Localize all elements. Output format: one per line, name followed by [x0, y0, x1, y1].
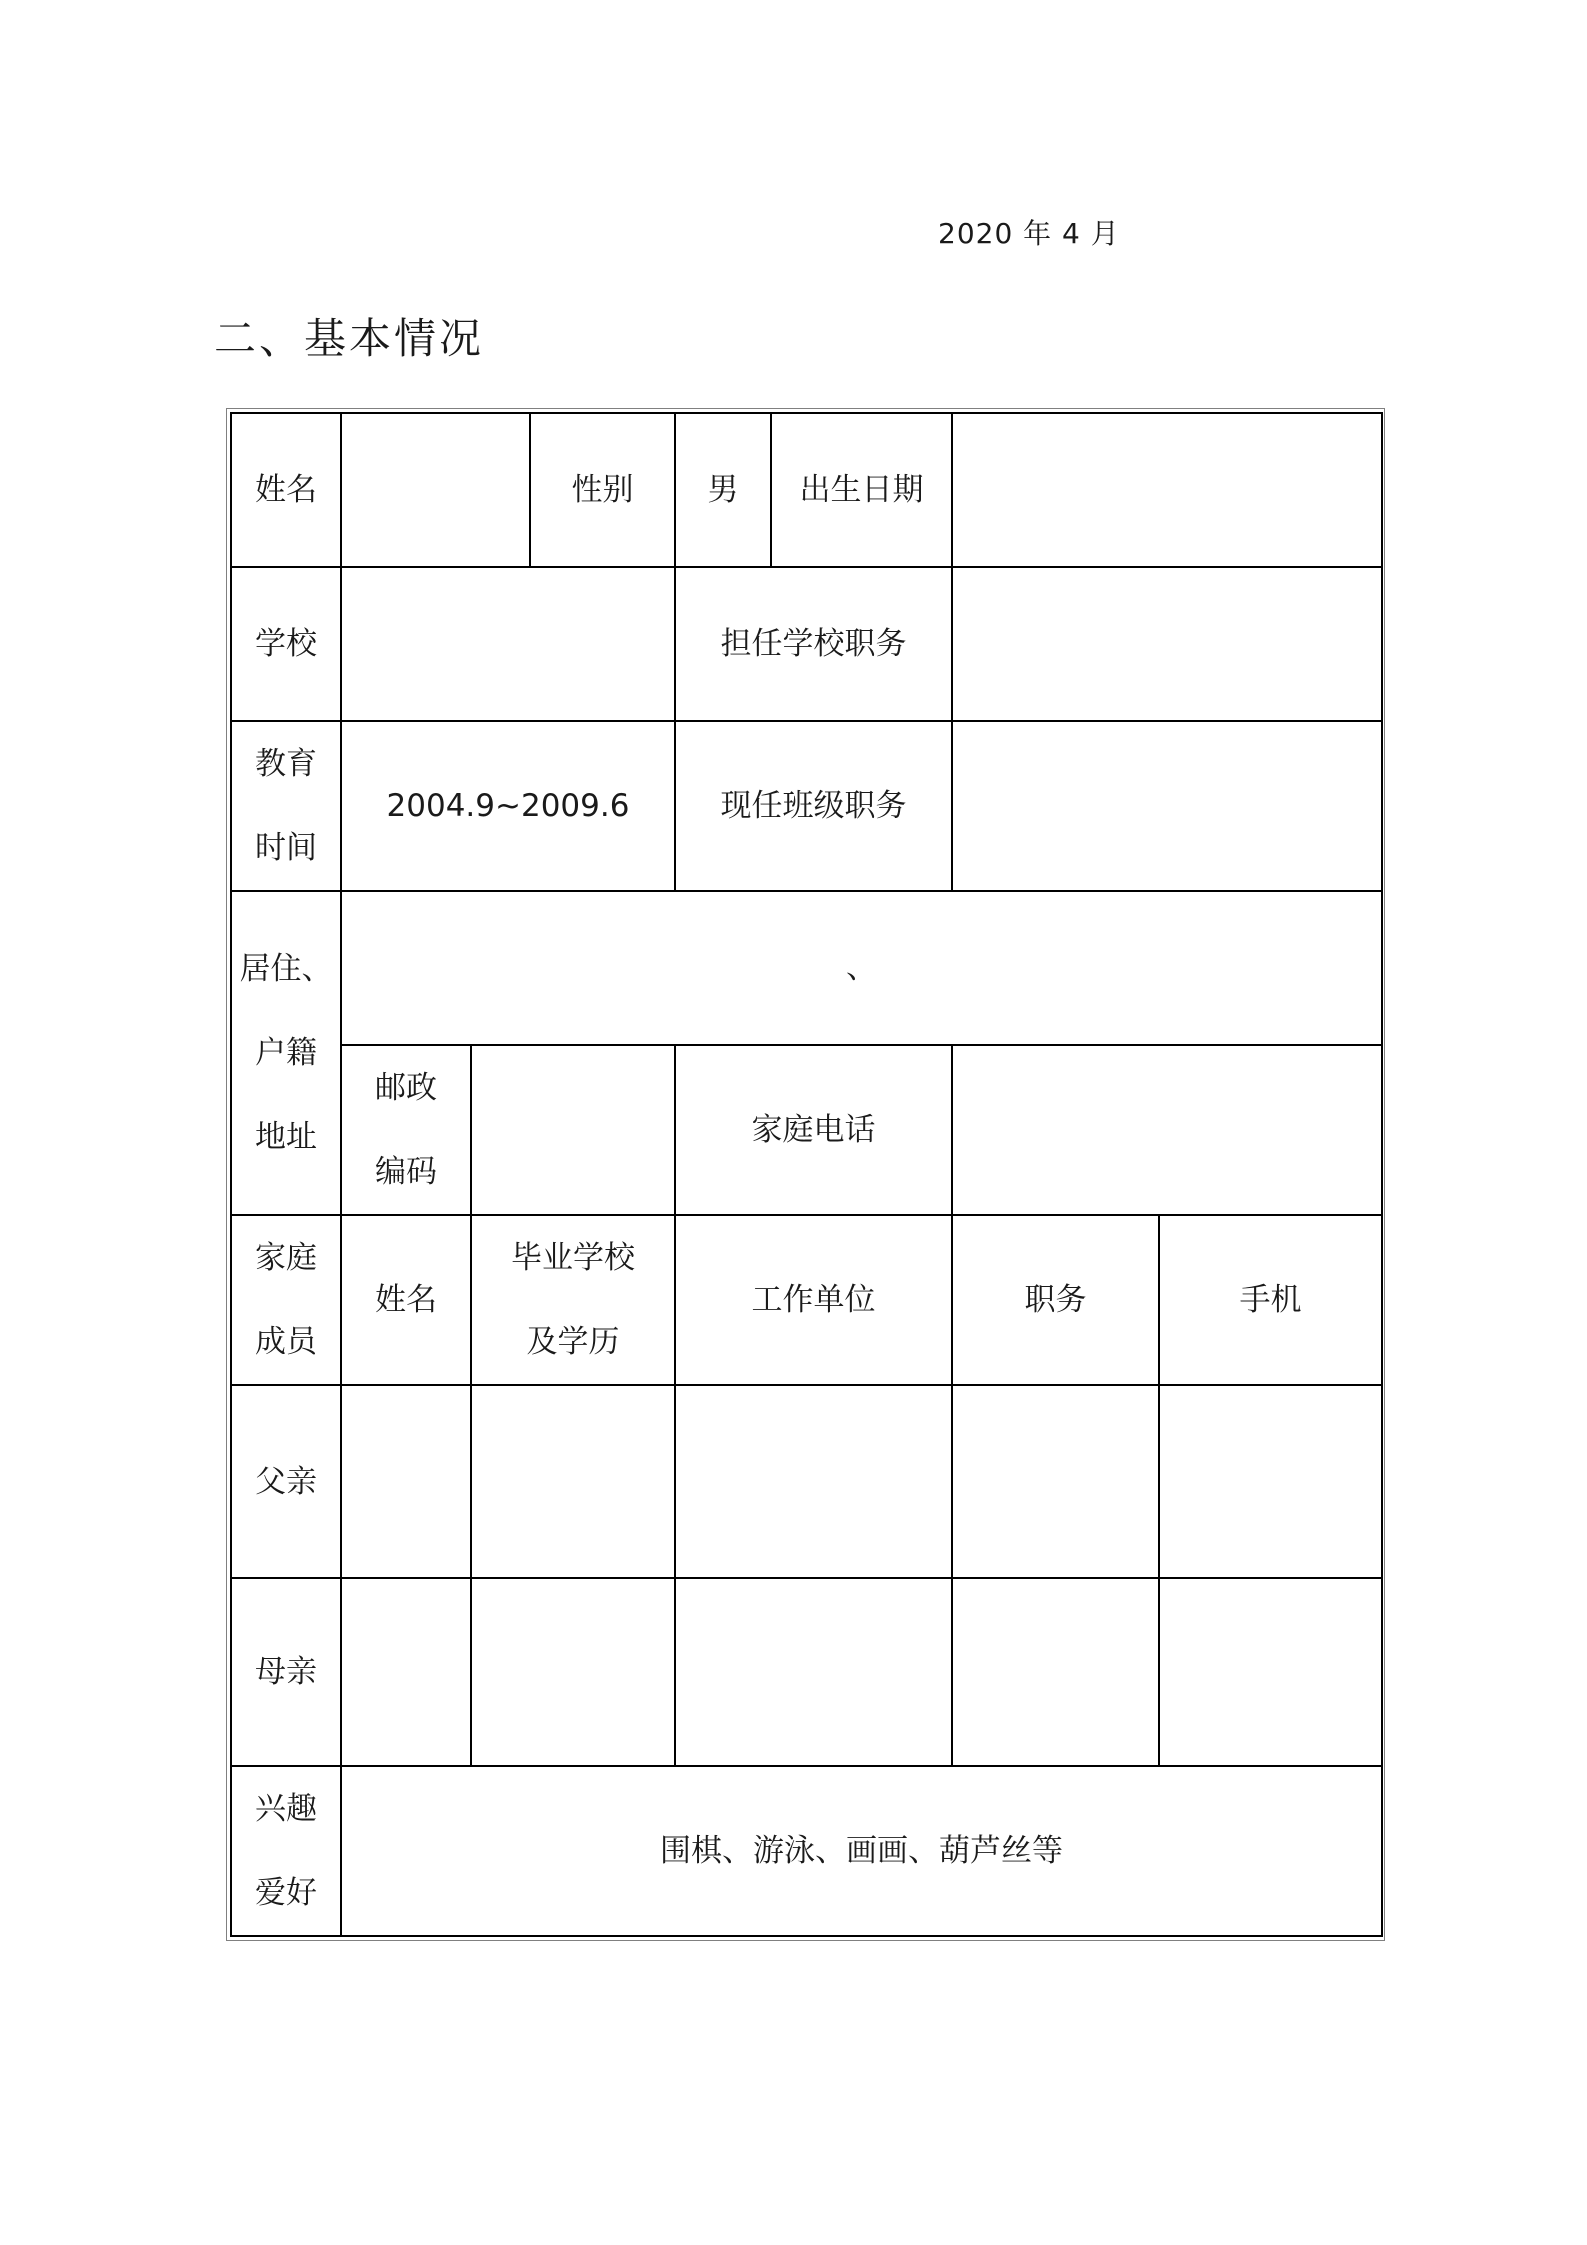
father-work-cell[interactable] [675, 1385, 952, 1578]
address-label [231, 891, 341, 1215]
postcode-value-cell[interactable] [471, 1045, 675, 1215]
mother-work-cell[interactable] [675, 1578, 952, 1766]
family-col-position: 职务 [952, 1215, 1159, 1385]
education-period-value[interactable]: 2004.9~2009.6 [341, 721, 675, 891]
family-label-line2: 成员 [255, 1324, 317, 1360]
family-col-school-line2: 及学历 [526, 1324, 620, 1360]
name-label: 姓名 [231, 413, 341, 567]
address-label-line1: 居住、 [239, 951, 333, 987]
school-label: 学校 [231, 567, 341, 721]
basic-info-form [230, 412, 1383, 1937]
family-col-mobile: 手机 [1159, 1215, 1382, 1385]
father-position-cell[interactable] [952, 1385, 1159, 1578]
father-mobile-cell[interactable] [1159, 1385, 1382, 1578]
section-heading: 二、基本情况 [214, 314, 485, 363]
birth-date-label: 出生日期 [771, 413, 952, 567]
hobbies-value[interactable]: 围棋、游泳、画画、葫芦丝等 [341, 1766, 1382, 1936]
mother-mobile-cell[interactable] [1159, 1578, 1382, 1766]
hobbies-label-line1: 兴趣 [255, 1791, 317, 1827]
family-col-school-line1: 毕业学校 [511, 1240, 635, 1276]
class-position-label: 现任班级职务 [675, 721, 952, 891]
mother-position-cell[interactable] [952, 1578, 1159, 1766]
school-position-label: 担任学校职务 [675, 567, 952, 721]
school-value-cell[interactable] [341, 567, 675, 721]
gender-value[interactable]: 男 [675, 413, 771, 567]
address-value-cell[interactable]: 、 [341, 891, 1382, 1045]
mother-label: 母亲 [231, 1578, 341, 1766]
table-row [231, 1385, 1382, 1578]
father-name-cell[interactable] [341, 1385, 471, 1578]
mother-school-cell[interactable] [471, 1578, 675, 1766]
table-row [231, 1578, 1382, 1766]
home-phone-value-cell[interactable] [952, 1045, 1382, 1215]
row-family-header [231, 1215, 1382, 1385]
row-hobbies [231, 1766, 1382, 1936]
family-col-work: 工作单位 [675, 1215, 952, 1385]
family-col-school [471, 1215, 675, 1385]
name-value-cell[interactable] [341, 413, 530, 567]
gender-label: 性别 [530, 413, 675, 567]
class-position-value-cell[interactable] [952, 721, 1382, 891]
family-label-line1: 家庭 [255, 1240, 317, 1276]
address-label-line2: 户籍 [255, 1035, 317, 1071]
education-label-line1: 教育 [255, 746, 317, 782]
row-address [231, 891, 1382, 1045]
hobbies-label-line2: 爱好 [255, 1875, 317, 1911]
row-education [231, 721, 1382, 891]
family-label [231, 1215, 341, 1385]
school-position-value-cell[interactable] [952, 567, 1382, 721]
family-col-name: 姓名 [341, 1215, 471, 1385]
row-school [231, 567, 1382, 721]
father-school-cell[interactable] [471, 1385, 675, 1578]
mother-name-cell[interactable] [341, 1578, 471, 1766]
hobbies-label [231, 1766, 341, 1936]
row-postcode-phone [231, 1045, 1382, 1215]
birth-date-value-cell[interactable] [952, 413, 1382, 567]
home-phone-label: 家庭电话 [675, 1045, 952, 1215]
row-name-gender-birth [231, 413, 1382, 567]
document-date: 2020 年 4 月 [938, 217, 1120, 250]
postcode-label [341, 1045, 471, 1215]
address-label-line3: 地址 [255, 1119, 317, 1155]
father-label: 父亲 [231, 1385, 341, 1578]
postcode-label-line2: 编码 [375, 1154, 437, 1190]
education-label-line2: 时间 [255, 830, 317, 866]
education-label [231, 721, 341, 891]
postcode-label-line1: 邮政 [375, 1070, 437, 1106]
